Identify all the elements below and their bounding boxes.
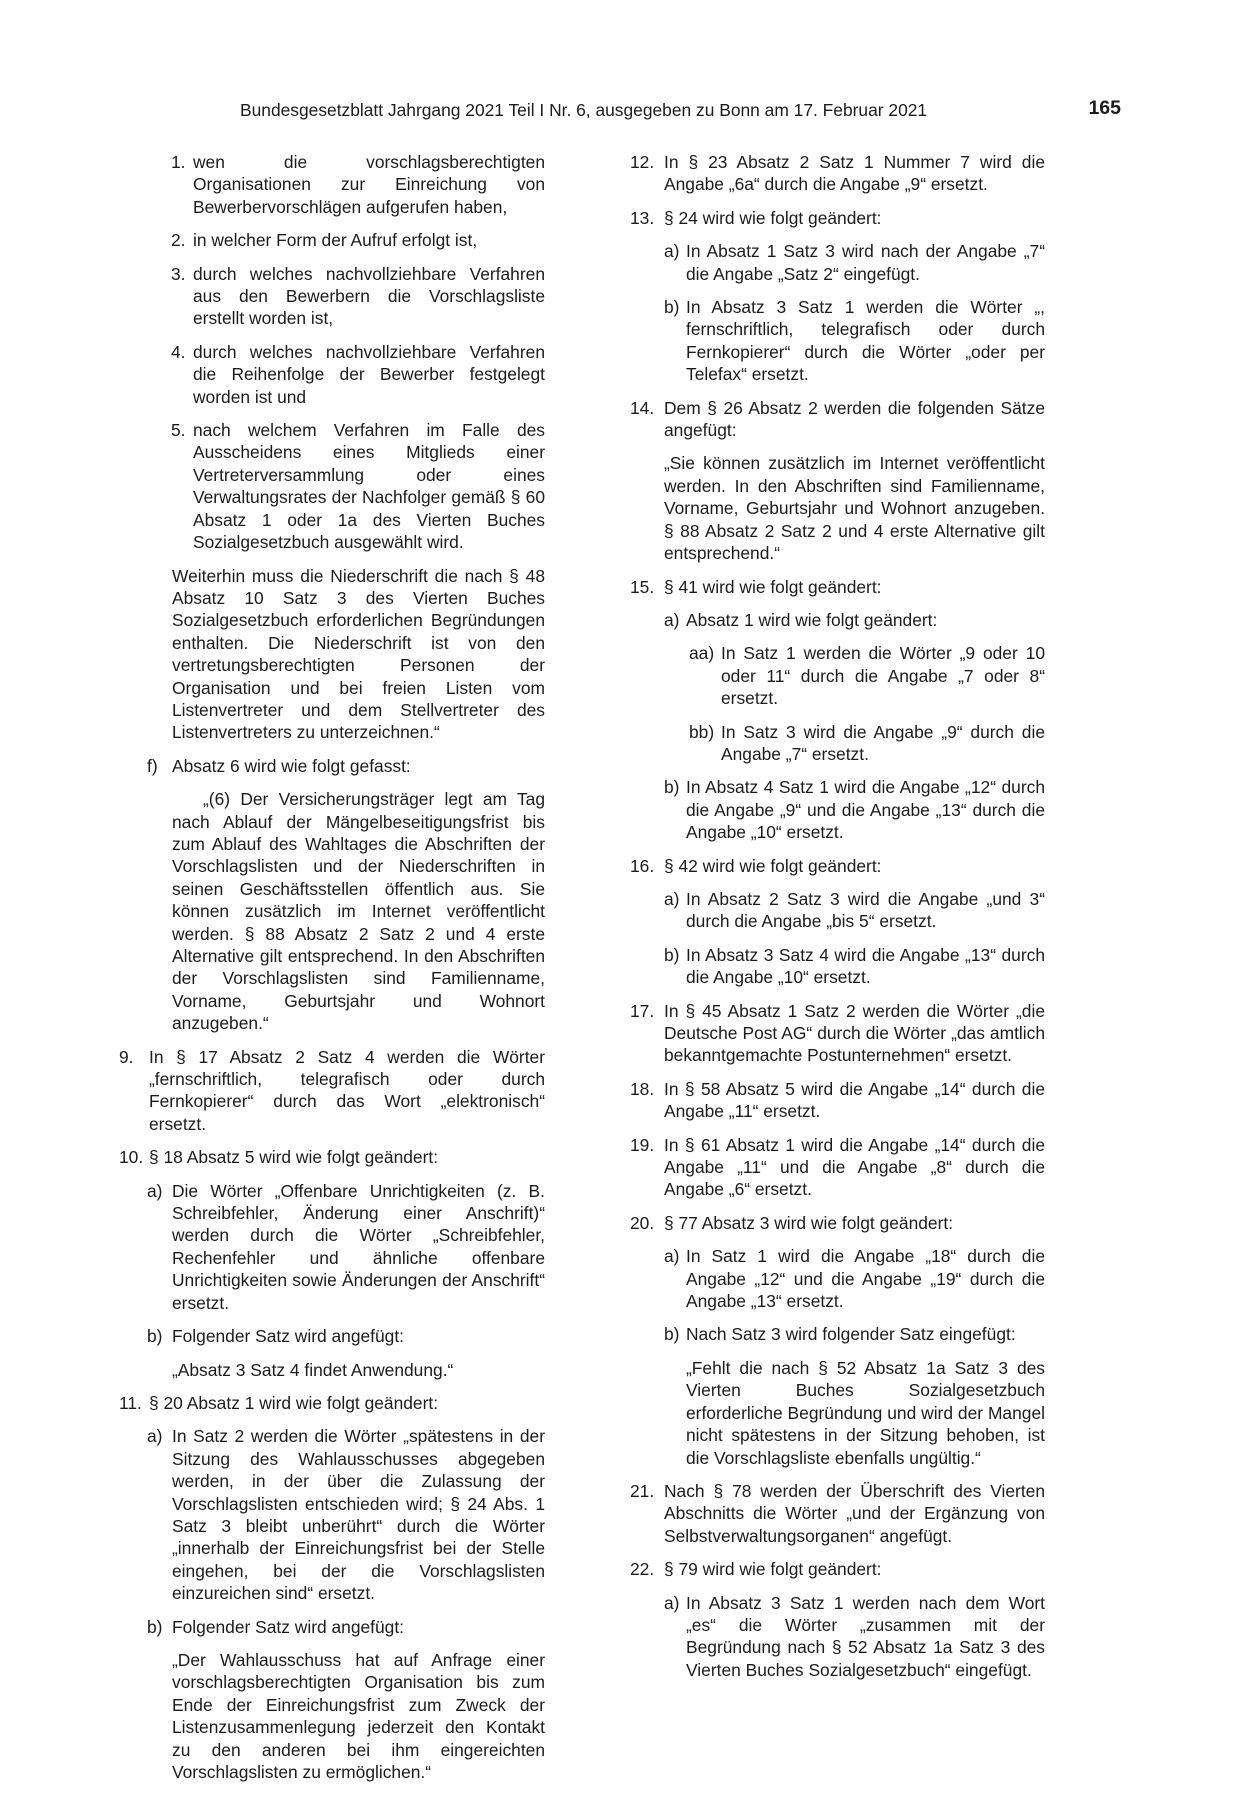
item-text: In § 61 Absatz 1 wird die Angabe „14“ durch die Angabe „11“ und die Angabe „8“ durch die Angabe „6“ ersetzt. xyxy=(664,1134,1045,1200)
right-column xyxy=(630,151,1045,1692)
item-label: 22. xyxy=(630,1559,655,1580)
item-text: Die Wörter „Offenbare Unrichtigkeiten (z. B. Schreibfehler, Änderung einer Anschrift)“ werden durch die Wörter „Schreibfehler, Rechenfehler und ähnliche offenbare Unrichtigkeiten sowie Änderungen der Anschrift“ ersetzt. xyxy=(172,1180,545,1313)
list-item xyxy=(630,576,1045,598)
item-label: 1. xyxy=(171,152,186,172)
item-text: § 18 Absatz 5 wird wie folgt geändert: xyxy=(149,1147,439,1168)
item-label: a) xyxy=(664,609,680,630)
list-item xyxy=(130,1616,545,1638)
list-item xyxy=(119,1046,545,1136)
item-text: in welcher Form der Aufruf erfolgt ist, xyxy=(193,230,478,251)
list-item xyxy=(630,642,1045,709)
list-item xyxy=(630,1480,1045,1547)
item-text: Absatz 6 wird wie folgt gefasst: xyxy=(172,755,411,776)
item-text: In Satz 1 wird die Angabe „18“ durch die Angabe „12“ und die Angabe „19“ durch die Angabe „13“ ersetzt. xyxy=(686,1246,1045,1312)
list-item xyxy=(630,296,1045,386)
item-text: In Absatz 3 Satz 4 wird die Angabe „13“ durch die Angabe „10“ ersetzt. xyxy=(686,944,1045,988)
item-label: b) xyxy=(147,1326,163,1347)
item-label: 4. xyxy=(171,341,186,362)
list-item xyxy=(630,1212,1045,1234)
item-label: 13. xyxy=(630,207,655,228)
running-header: Bundesgesetzblatt Jahrgang 2021 Teil I Nr. 6, ausgegeben zu Bonn am 17. Februar 2021 xyxy=(240,100,928,120)
item-label: aa) xyxy=(689,643,715,664)
item-text: In § 17 Absatz 2 Satz 4 werden die Wörter „fernschriftlich, telegrafisch oder durch Fernkopierer“ durch das Wort „elektronisch“ ersetzt. xyxy=(149,1046,545,1134)
item-text: In Satz 3 wird die Angabe „9“ durch die Angabe „7“ ersetzt. xyxy=(721,721,1045,764)
list-item xyxy=(630,397,1045,442)
list-item xyxy=(130,229,545,251)
item-label: 10. xyxy=(119,1147,144,1168)
item-text: wen die vorschlagsberechtigten Organisationen zur Einreichung von Bewerbervorschlägen aufgerufen haben, xyxy=(193,152,545,217)
list-item xyxy=(630,776,1045,843)
item-text: Absatz 1 wird wie folgt geändert: xyxy=(686,609,938,630)
item-text: In Absatz 1 Satz 3 wird nach der Angabe „7“ die Angabe „Satz 2“ eingefügt. xyxy=(686,241,1045,284)
item-text: § 42 wird wie folgt geändert: xyxy=(664,855,882,876)
list-item xyxy=(119,1392,545,1414)
list-item xyxy=(130,1325,545,1347)
list-item xyxy=(630,207,1045,229)
item-label: b) xyxy=(664,297,680,318)
item-text: In Absatz 3 Satz 1 werden nach dem Wort „es“ die Wörter „zusammen mit der Begründung nach § 52 Absatz 1a Satz 3 des Vierten Buches Sozialgesetzbuch“ eingefügt. xyxy=(686,1592,1045,1680)
quoted-paragraph: „(6) Der Versicherungsträger legt am Tag nach Ablauf der Mängelbeseitigungsfrist bis zum Ablauf des Wahltages die Abschriften der Vorschlagslisten und der Niederschriften in seinen Geschäftsstellen öffentlich aus. Sie können zusätzlich im Internet veröffentlicht werden. § 88 Absatz 2 Satz 2 und 4 erste Alternative gilt entsprechend. In den Abschriften der Vorschlagslisten sind Familienname, Vorname, Geburtsjahr und Wohnort anzugeben.“ xyxy=(172,789,545,1034)
item-text: § 41 wird wie folgt geändert: xyxy=(664,576,882,597)
paragraph: Weiterhin muss die Niederschrift die nach § 48 Absatz 10 Satz 3 des Vierten Buches Sozialgesetzbuch erforderlichen Begründungen enthalten. Die Niederschrift ist von den vertretungsberechtigten Personen der Organisation und bei freien Listen vom Listenvertreter und dem Stellvertreter des Listenvertreters zu unterzeichnen.“ xyxy=(172,565,545,743)
quoted-paragraph: „Fehlt die nach § 52 Absatz 1a Satz 3 des Vierten Buches Sozialgesetzbuch erforderliche Begründung und wird der Mangel nicht spätestens in der Sitzung behoben, ist die Vorschlagsliste ebenfalls ungültig.“ xyxy=(686,1357,1045,1468)
item-label: 2. xyxy=(171,230,186,251)
list-item xyxy=(630,1245,1045,1312)
list-item xyxy=(130,419,545,553)
item-label: a) xyxy=(664,1592,680,1613)
list-item xyxy=(630,1592,1045,1682)
item-label: 21. xyxy=(630,1480,655,1501)
item-label: a) xyxy=(147,1426,163,1447)
item-text: § 24 wird wie folgt geändert: xyxy=(664,207,882,228)
item-label: b) xyxy=(664,944,680,965)
item-text: Nach § 78 werden der Überschrift des Vierten Abschnitts die Wörter „und der Ergänzung von Selbstverwaltungsorganen“ angefügt. xyxy=(664,1480,1045,1546)
item-text: § 20 Absatz 1 wird wie folgt geändert: xyxy=(149,1392,439,1413)
page-number: 165 xyxy=(1088,97,1121,119)
item-label: b) xyxy=(147,1616,163,1637)
list-item xyxy=(630,1078,1045,1123)
list-item xyxy=(130,151,545,218)
list-item xyxy=(130,1425,545,1604)
list-item xyxy=(130,263,545,330)
item-text: In § 58 Absatz 5 wird die Angabe „14“ durch die Angabe „11“ ersetzt. xyxy=(664,1078,1045,1122)
quoted-paragraph: „Der Wahlausschuss hat auf Anfrage einer vorschlagsberechtigten Organisation bis zum Ende der Einreichungsfrist zum Zweck der Listenzusammenlegung jederzeit den Kontakt zu den anderen bei ihm eingereichten Vorschlagslisten zu ermöglichen.“ xyxy=(172,1649,545,1782)
item-text: § 79 wird wie folgt geändert: xyxy=(664,1559,882,1580)
item-label: a) xyxy=(664,241,680,262)
item-text: In Satz 1 werden die Wörter „9 oder 10 oder 11“ durch die Angabe „7 oder 8“ ersetzt. xyxy=(721,643,1045,709)
list-item xyxy=(130,1180,545,1314)
list-item xyxy=(630,609,1045,631)
item-text: In § 23 Absatz 2 Satz 1 Nummer 7 wird die Angabe „6a“ durch die Angabe „9“ ersetzt. xyxy=(664,152,1045,195)
list-item xyxy=(630,151,1045,196)
list-item xyxy=(630,1134,1045,1201)
list-item xyxy=(630,1000,1045,1067)
list-item xyxy=(630,1323,1045,1345)
item-text: nach welchem Verfahren im Falle des Ausscheidens eines Mitglieds einer Vertreterversammlung oder eines Verwaltungsrates der Nachfolger gemäß § 60 Absatz 1 oder 1a des Vierten Buches Sozialgesetzbuch ausgewählt wird. xyxy=(193,420,545,553)
item-label: b) xyxy=(664,1324,680,1345)
list-item xyxy=(630,1558,1045,1580)
item-label: b) xyxy=(664,777,680,798)
item-text: In Absatz 2 Satz 3 wird die Angabe „und 3“ durch die Angabe „bis 5“ ersetzt. xyxy=(686,888,1045,932)
item-label: a) xyxy=(664,888,680,909)
item-label: 11. xyxy=(119,1392,142,1413)
item-label: 9. xyxy=(119,1046,134,1067)
item-text: durch welches nachvollziehbare Verfahren die Reihenfolge der Bewerber festgelegt worden ist und xyxy=(193,341,545,407)
item-label: 15. xyxy=(630,576,655,597)
item-text: In Absatz 4 Satz 1 wird die Angabe „12“ durch die Angabe „9“ und die Angabe „13“ durch die Angabe „10“ ersetzt. xyxy=(686,777,1045,843)
item-label: a) xyxy=(147,1180,163,1201)
list-item xyxy=(630,888,1045,933)
item-label: 12. xyxy=(630,152,655,172)
item-text: Folgender Satz wird angefügt: xyxy=(172,1616,405,1637)
item-label: a) xyxy=(664,1246,680,1267)
item-text: In § 45 Absatz 1 Satz 2 werden die Wörter „die Deutsche Post AG“ durch die Wörter „das amtlich bekanntgemachte Postunternehmen“ ersetzt. xyxy=(664,1000,1045,1066)
list-item xyxy=(630,855,1045,877)
list-item xyxy=(130,755,545,777)
item-text: In Satz 2 werden die Wörter „spätestens in der Sitzung des Wahlausschusses abgegeben werden, in der über die Zulassung der Vorschlagslisten entschieden wird; § 24 Abs. 1 Satz 3 bleibt unberührt“ durch die Wörter „innerhalb der Einreichungsfrist bei der Stelle eingehen, bei der die Vorschlagslisten einzureichen sind“ ersetzt. xyxy=(172,1426,545,1604)
list-item xyxy=(630,721,1045,766)
quoted-paragraph: „Absatz 3 Satz 4 findet Anwendung.“ xyxy=(172,1359,454,1380)
item-text: § 77 Absatz 3 wird wie folgt geändert: xyxy=(664,1212,954,1233)
item-label: 20. xyxy=(630,1212,655,1233)
item-label: 18. xyxy=(630,1078,655,1099)
list-item xyxy=(119,1146,545,1168)
list-item xyxy=(630,240,1045,285)
item-label: 16. xyxy=(630,855,655,876)
item-label: 3. xyxy=(171,263,186,284)
left-column xyxy=(119,151,545,1794)
item-text: durch welches nachvollziehbare Verfahren aus den Bewerbern die Vorschlagsliste erstellt worden ist, xyxy=(193,263,545,329)
item-text: Folgender Satz wird angefügt: xyxy=(172,1326,405,1347)
item-label: 5. xyxy=(171,420,186,441)
item-label: 14. xyxy=(630,397,655,418)
item-text: Nach Satz 3 wird folgender Satz eingefügt: xyxy=(686,1324,1016,1345)
item-label: 19. xyxy=(630,1134,655,1155)
item-text: In Absatz 3 Satz 1 werden die Wörter „, fernschriftlich, telegrafisch oder durch Fernkopierer“ durch die Wörter „oder per Telefax“ ersetzt. xyxy=(686,297,1045,385)
item-label: bb) xyxy=(689,721,715,742)
item-text: Dem § 26 Absatz 2 werden die folgenden Sätze angefügt: xyxy=(664,397,1045,441)
item-label: f) xyxy=(147,755,158,776)
item-label: 17. xyxy=(630,1000,655,1021)
list-item xyxy=(630,944,1045,989)
list-item xyxy=(130,341,545,408)
quoted-paragraph: „Sie können zusätzlich im Internet veröffentlicht werden. In den Abschriften sind Familienname, Vorname, Geburtsjahr und Wohnort anzugeben. § 88 Absatz 2 Satz 2 und 4 erste Alternative gilt entsprechend.“ xyxy=(664,453,1045,564)
